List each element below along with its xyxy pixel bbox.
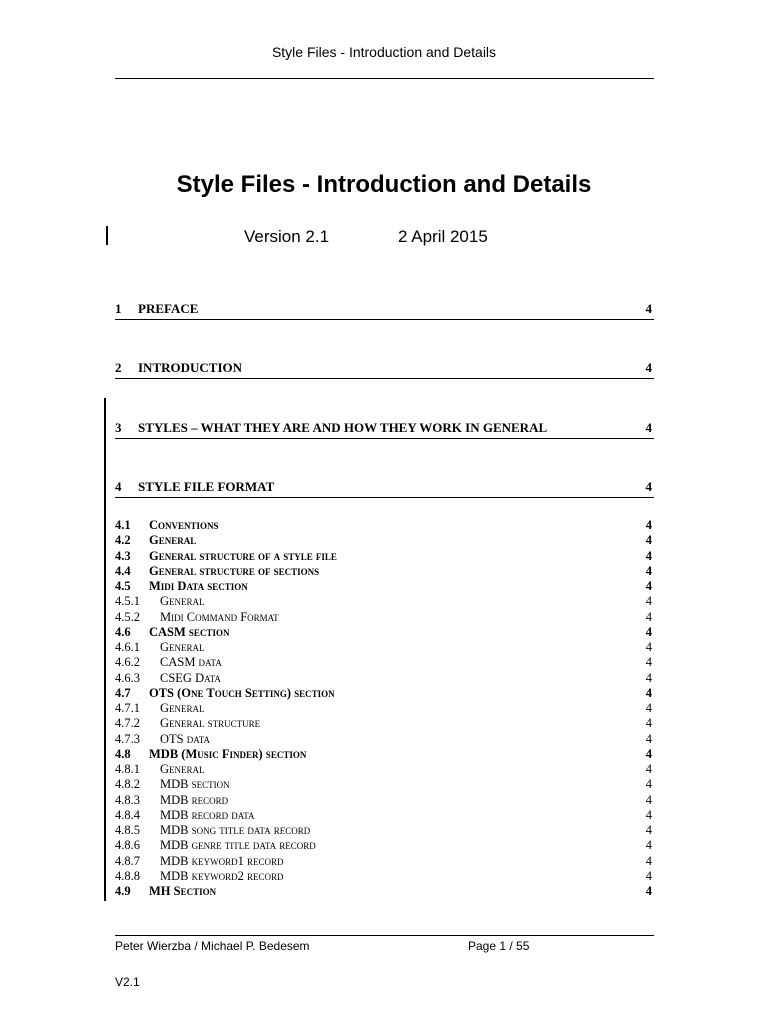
toc-number: 4.8.2 <box>115 777 140 792</box>
toc-entry[interactable] <box>115 869 654 884</box>
toc-number: 4.6 <box>115 624 131 639</box>
toc-page: 4 <box>645 563 652 578</box>
toc-entry[interactable] <box>115 610 654 625</box>
toc-page: 4 <box>645 685 652 700</box>
toc-label: CASM data <box>160 655 222 670</box>
toc-label: MDB record <box>160 792 229 807</box>
toc-label: General <box>160 762 205 776</box>
toc-page: 4 <box>645 823 652 837</box>
toc-label: MH Section <box>149 884 217 898</box>
toc-label: General <box>149 533 197 548</box>
version-label: Version 2.1 <box>244 227 330 246</box>
toc-label: STYLE FILE FORMAT <box>138 479 275 494</box>
toc-number: 4.8.4 <box>115 807 140 822</box>
toc-page: 4 <box>645 792 652 807</box>
toc-entry[interactable] <box>115 732 654 747</box>
toc-page: 4 <box>645 716 652 731</box>
toc-label: General structure of a style file <box>149 548 337 563</box>
running-header: Style Files - Introduction and Details <box>271 44 497 60</box>
toc-label: MDB section <box>160 777 230 792</box>
footer-version: V2.1 <box>115 975 140 989</box>
toc-entry[interactable] <box>115 701 654 716</box>
toc-page: 4 <box>645 548 652 563</box>
toc-number: 4.9 <box>115 884 131 898</box>
toc-chapter-entry[interactable] <box>115 301 654 320</box>
toc-page: 4 <box>645 746 652 761</box>
change-bar <box>106 226 108 245</box>
toc-number: 1 <box>115 301 122 316</box>
toc-entry[interactable] <box>115 655 654 670</box>
toc-page: 4 <box>645 777 652 792</box>
toc-entry[interactable] <box>115 594 654 609</box>
toc-page: 4 <box>645 807 652 822</box>
toc-number: 4.7.1 <box>115 701 140 715</box>
toc-label: General structure <box>160 716 261 731</box>
toc-entry[interactable] <box>115 518 654 533</box>
toc-page: 4 <box>645 609 652 624</box>
toc-label: INTRODUCTION <box>138 360 243 375</box>
toc-number: 4.5 <box>115 579 131 593</box>
toc-number: 4.6.3 <box>115 670 140 685</box>
toc-number: 4.7.2 <box>115 716 140 731</box>
toc-entry[interactable] <box>115 671 654 686</box>
toc-entry[interactable] <box>115 640 654 655</box>
toc-label: General <box>160 640 205 654</box>
toc-number: 4.1 <box>115 518 131 532</box>
toc-entry[interactable] <box>115 716 654 731</box>
toc-number: 4.3 <box>115 548 131 563</box>
toc-page: 4 <box>645 533 652 548</box>
toc-page: 4 <box>645 655 652 670</box>
toc-number: 4.8.8 <box>115 868 140 883</box>
toc-page: 4 <box>645 884 652 898</box>
toc-label: MDB keyword1 record <box>160 853 284 868</box>
toc-page: 4 <box>645 624 652 639</box>
toc-label: Midi Data section <box>149 579 248 593</box>
toc-label: MDB (Music Finder) section <box>149 746 307 761</box>
toc-chapter-entry[interactable] <box>115 420 654 439</box>
toc-number: 3 <box>115 420 122 435</box>
toc-entry[interactable] <box>115 686 654 701</box>
document-title: Style Files - Introduction and Details <box>176 171 592 198</box>
toc-page: 4 <box>645 701 652 715</box>
toc-label: OTS (One Touch Setting) section <box>149 685 335 700</box>
toc-label: General structure of sections <box>149 563 320 578</box>
change-bar <box>104 398 106 901</box>
toc-label: MDB genre title data record <box>160 838 316 853</box>
version-date: 2 April 2015 <box>398 227 488 246</box>
toc-page: 4 <box>645 853 652 868</box>
toc-number: 2 <box>115 360 122 375</box>
toc-number: 4.5.1 <box>115 594 140 609</box>
toc-page: 4 <box>645 579 652 593</box>
toc-label: MDB song title data record <box>160 823 311 837</box>
toc-number: 4.8 <box>115 746 131 761</box>
toc-entry[interactable] <box>115 579 654 594</box>
toc-entry[interactable] <box>115 777 654 792</box>
toc-label: MDB record data <box>160 807 255 822</box>
toc-number: 4.7.3 <box>115 731 140 746</box>
toc-entry[interactable] <box>115 793 654 808</box>
toc-label: OTS data <box>160 731 211 746</box>
toc-number: 4.2 <box>115 533 131 548</box>
toc-page: 4 <box>645 838 652 853</box>
toc-entry[interactable] <box>115 762 654 777</box>
toc-label: PREFACE <box>138 301 199 316</box>
toc-chapter-entry[interactable] <box>115 360 654 379</box>
toc-entry[interactable] <box>115 808 654 823</box>
toc-entry[interactable] <box>115 823 654 838</box>
toc-entry[interactable] <box>115 854 654 869</box>
toc-number: 4.6.1 <box>115 640 140 654</box>
toc-number: 4.8.3 <box>115 792 140 807</box>
toc-page: 4 <box>645 670 652 685</box>
toc-chapter-entry[interactable] <box>115 479 654 498</box>
toc-label: MDB keyword2 record <box>160 868 284 883</box>
toc-page: 4 <box>645 640 652 654</box>
toc-number: 4.8.6 <box>115 838 140 853</box>
toc-number: 4.7 <box>115 685 131 700</box>
footer-divider <box>115 935 654 936</box>
toc-entry[interactable] <box>115 549 654 564</box>
toc-page: 4 <box>645 731 652 746</box>
footer-page-number: Page 1 / 55 <box>468 939 530 953</box>
toc-page: 4 <box>645 360 652 375</box>
toc-label: Midi Command Format <box>160 609 279 624</box>
toc-number: 4.6.2 <box>115 655 140 670</box>
toc-label: General <box>160 701 205 715</box>
header-divider <box>115 78 654 79</box>
toc-label: Conventions <box>149 518 219 532</box>
toc-page: 4 <box>645 762 652 776</box>
toc-number: 4.8.1 <box>115 762 140 776</box>
footer-authors: Peter Wierzba / Michael P. Bedesem <box>115 939 310 953</box>
toc-page: 4 <box>645 518 652 532</box>
toc-label: General <box>160 594 205 609</box>
toc-number: 4 <box>115 479 122 494</box>
toc-entry[interactable] <box>115 838 654 853</box>
toc-number: 4.4 <box>115 563 131 578</box>
toc-entry[interactable] <box>115 625 654 640</box>
toc-page: 4 <box>645 479 652 494</box>
toc-label: CSEG Data <box>160 670 221 685</box>
toc-number: 4.8.5 <box>115 823 140 837</box>
toc-page: 4 <box>645 594 652 609</box>
toc-label: CASM section <box>149 624 230 639</box>
toc-number: 4.8.7 <box>115 853 140 868</box>
toc-label: STYLES – WHAT THEY ARE AND HOW THEY WORK IN GENERAL <box>138 420 548 435</box>
toc-entry[interactable] <box>115 533 654 548</box>
toc-number: 4.5.2 <box>115 609 140 624</box>
toc-page: 4 <box>645 420 652 435</box>
toc-page: 4 <box>645 301 652 316</box>
toc-entry[interactable] <box>115 747 654 762</box>
toc-entry[interactable] <box>115 564 654 579</box>
toc-page: 4 <box>645 868 652 883</box>
toc-entry[interactable] <box>115 884 654 899</box>
